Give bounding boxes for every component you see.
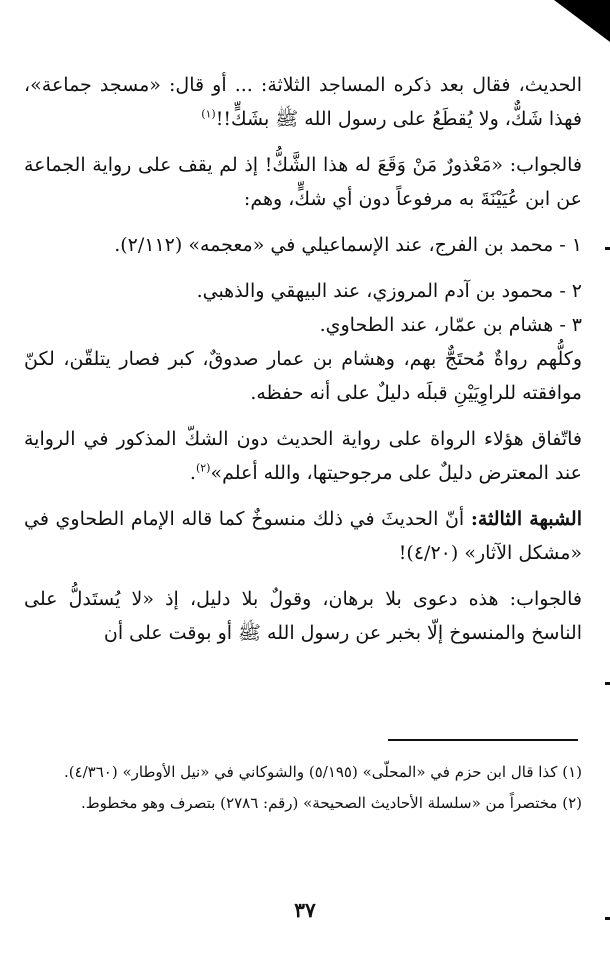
paragraph: فالجواب: هذه دعوى بلا برهان، وقولٌ بلا دليل، إذ «لا يُستَدلُّ على الناسخ والمنسوخ إلّا بخبر عن رسول الله ﷺ أو بوقت على أن <box>24 588 582 644</box>
paragraph: الشبهة الثالثة: أنّ الحديثَ في ذلك منسوخٌ كما قاله الإمام الطحاوي في «مشكل الآثار» (٤/٢٠)! <box>24 508 582 564</box>
paragraph: فالجواب: «مَعْذورٌ مَنْ وَقَعَ له هذا الشَّكُّ! إذ لم يقف على رواية الجماعة عن ابن عُيَيْنَةَ به مرفوعاً دون أي شكٍّ، وهم: <box>24 154 582 210</box>
list-item: ٣ - هشام بن عمّار، عند الطحاوي. <box>319 314 582 336</box>
paragraph: وكلُّهم رواةٌ مُحتَجٌّ بهم، وهشام بن عمار صدوقٌ، كبر فصار يتلقّن، لكنّ موافقته للراوِيَيْنِ قبلَه دليلٌ على أنه حفظه. <box>24 348 582 404</box>
margin-mark <box>605 247 610 250</box>
margin-mark <box>605 682 610 685</box>
footnotes <box>24 758 582 820</box>
footnote-ref[interactable]: (١) <box>201 107 216 121</box>
list-item: ١ - محمد بن الفرج، عند الإسماعيلي في «معجمه» (٢/١١٢). <box>114 234 582 256</box>
paragraph: فاتّفاق هؤلاء الرواة على رواية الحديث دون الشكّ المذكور في الرواية عند المعترض دليلٌ على مرجوحيتها، والله أعلم»$^{(٢)}$. <box>24 428 582 484</box>
page-corner-mark <box>550 0 610 42</box>
footnote-ref[interactable]: (٢) <box>195 461 211 475</box>
page-body <box>24 68 582 662</box>
list-item: ٢ - محمود بن آدم المروزي، عند البيهقي والذهبي. <box>196 280 582 302</box>
footnote-separator <box>388 739 578 741</box>
page-number: ٣٧ <box>294 898 316 922</box>
section-lead: الشبهة الثالثة: <box>470 508 582 530</box>
footnote: (٢) مختصراً من «سلسلة الأحاديث الصحيحة» (رقم: ٢٧٨٦) بتصرف وهو مخطوط. <box>81 794 582 812</box>
footnote: (١) كذا قال ابن حزم في «المحلّى» (٥/١٩٥) والشوكاني في «نيل الأوطار» (٤/٣٦٠). <box>63 763 582 781</box>
paragraph: الحديث، فقال بعد ذكره المساجد الثلاثة: ... أو قال: «مسجد جماعة»، فهذا شَكٌّ، ولا يُقطَعُ على رسول الله ﷺ بشَكٍّ!!$^{(١)}$ <box>24 74 582 130</box>
